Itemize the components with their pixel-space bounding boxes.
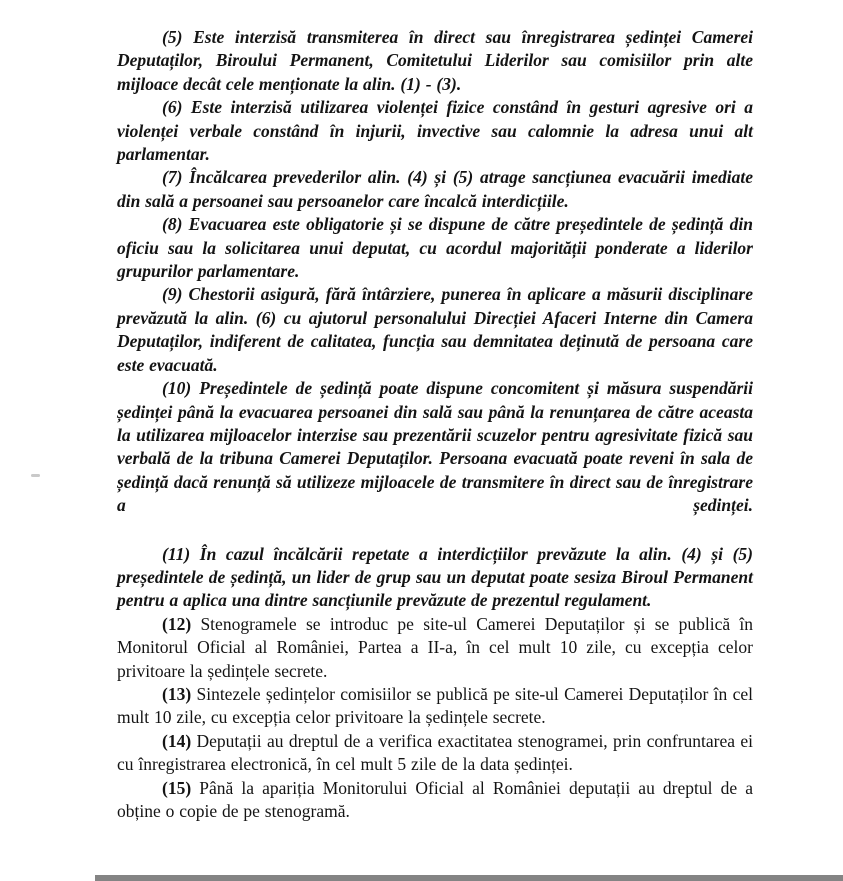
paragraph-8 bbox=[117, 213, 753, 283]
paragraph-number: (14) bbox=[162, 730, 192, 751]
paragraph-number: (7) bbox=[162, 167, 183, 188]
paragraph-text: Sintezele ședințelor comisiilor se publică pe site-ul Camerei Deputaților în cel mult 10 zile, cu excepția celor privitoare la ședințele secrete. bbox=[117, 683, 753, 728]
paragraph-number: (9) bbox=[162, 284, 183, 305]
paragraph-6 bbox=[117, 96, 753, 166]
paragraph-text: În cazul încălcării repetate a interdicțiilor prevăzute la alin. (4) și (5) președintele de ședință, un lider de grup sau un deputat poate sesiza Biroul Permanent pentru a aplica una dintre sancțiunile prevăzute de prezentul regulament. bbox=[117, 543, 753, 611]
scan-artifact-speck bbox=[31, 474, 40, 477]
paragraph-number: (8) bbox=[162, 214, 183, 235]
paragraph-number: (15) bbox=[162, 777, 192, 798]
paragraph-5 bbox=[117, 26, 753, 96]
paragraph-number: (13) bbox=[162, 683, 192, 704]
paragraph-9 bbox=[117, 283, 753, 377]
paragraph-text: Până la apariția Monitorului Oficial al României deputații au dreptul de a obține o copie de pe stenogramă. bbox=[117, 777, 754, 821]
paragraph-text: Deputații au dreptul de a verifica exactitatea stenogramei, prin confruntarea ei cu înregistrarea electronică, în cel mult 5 zile de la data ședinței. bbox=[117, 730, 753, 775]
paragraph-7 bbox=[117, 166, 753, 213]
paragraph-text: Chestorii asigură, fără întârziere, punerea în aplicare a măsurii disciplinare prevăzută la alin. (6) cu ajutorul personalului Direcției Afaceri Interne din Camera Deputaților, indiferent de calitatea, funcția sau demnitatea deținută de persoana care este evacuată. bbox=[117, 284, 753, 375]
paragraph-number: (11) bbox=[162, 543, 191, 564]
paragraph-number: (12) bbox=[162, 613, 192, 634]
paragraph-14 bbox=[117, 730, 753, 777]
paragraph-12 bbox=[117, 613, 753, 683]
paragraph-text: Stenogramele se introduc pe site-ul Camerei Deputaților și se publică în Monitorul Oficial al României, Partea a II-a, în cel mult 10 zile, cu excepția celor privitoare la ședințele secrete. bbox=[117, 613, 754, 681]
scan-artifact-bottom-bar bbox=[95, 875, 843, 881]
paragraph-text: Președintele de ședință poate dispune concomitent și măsura suspendării ședinței până la evacuarea persoanei din sală sau până la renunțarea de către aceasta la utilizarea mijloacelor interzise sau prezentării scuzelor pentru agresivitate fizică sau verbală de la tribuna Camerei Deputaților. Persoana evacuată poate reveni în sala de ședință dacă renunță să utilizeze mijloacele de transmitere în direct sau de înregistrare a ședinței. bbox=[117, 378, 753, 516]
paragraph-15 bbox=[117, 777, 753, 824]
paragraph-text: Este interzisă utilizarea violenței fizice constând în gesturi agresive ori a violenței verbale constând în injurii, invective sau calomnie la adresa unui alt parlamentar. bbox=[117, 97, 753, 165]
paragraph-text: Încălcarea prevederilor alin. (4) și (5) atrage sancțiunea evacuării imediate din sală a persoanei sau persoanelor care încalcă interdicțiile. bbox=[117, 167, 754, 211]
paragraph-text: Evacuarea este obligatorie și se dispune de către președintele de ședință din oficiu sau la solicitarea unui deputat, cu acordul majorității ponderate a liderilor grupurilor parlamentare. bbox=[117, 214, 753, 282]
paragraph-number: (6) bbox=[162, 97, 183, 118]
paragraph-text: Este interzisă transmiterea în direct sau înregistrarea ședinței Camerei Deputaților, Biroului Permanent, Comitetului Liderilor sau comisiilor prin alte mijloace decât cele menționate la alin. (1) - (3). bbox=[117, 27, 754, 94]
paragraph-10 bbox=[117, 377, 753, 517]
paragraph-number: (10) bbox=[162, 378, 192, 399]
paragraph-number: (5) bbox=[162, 27, 183, 47]
paragraph-11 bbox=[117, 543, 753, 613]
paragraph-13 bbox=[117, 683, 753, 730]
document-page bbox=[117, 26, 753, 823]
